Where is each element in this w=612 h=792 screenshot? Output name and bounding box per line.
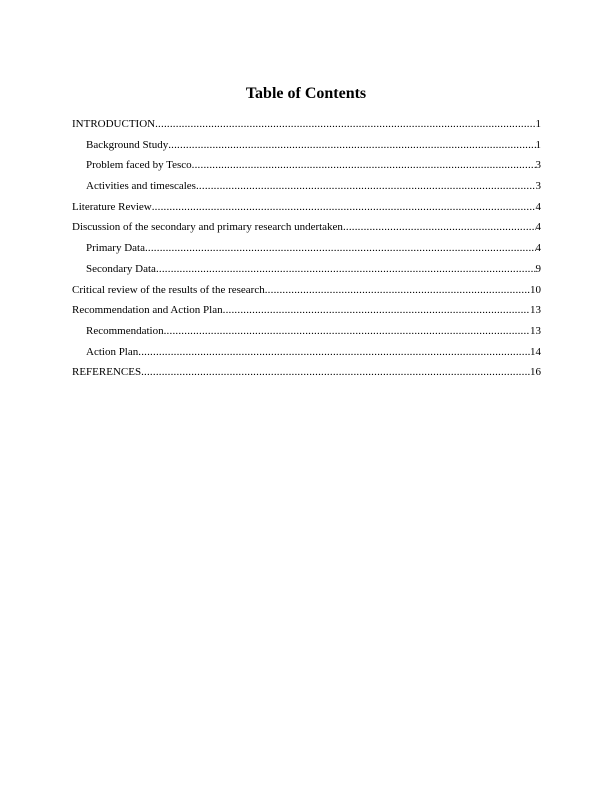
dot-leader: [265, 284, 530, 297]
toc-entry-label[interactable]: Primary Data: [86, 242, 145, 255]
toc-entry-page: 9: [535, 262, 541, 275]
toc-entry-label[interactable]: INTRODUCTION: [72, 118, 156, 130]
dot-leader: [192, 159, 536, 172]
toc-entry-page: 16: [530, 366, 541, 379]
toc-entry-page: 14: [530, 345, 541, 358]
dot-leader: [343, 221, 536, 234]
toc-entry-label[interactable]: Action Plan: [86, 345, 139, 358]
toc-entry-introduction[interactable]: [72, 118, 541, 139]
toc-entry-action-plan[interactable]: [72, 346, 541, 367]
toc-entry-critical-review[interactable]: [72, 284, 541, 305]
dot-leader: [196, 180, 536, 193]
toc-entry-problem-faced[interactable]: [72, 159, 541, 180]
toc-entry-page: 13: [530, 304, 541, 317]
dot-leader: [155, 118, 535, 131]
dot-leader: [164, 325, 530, 338]
toc-entry-page: 1: [535, 118, 541, 130]
toc-entry-page: 1: [535, 138, 541, 151]
toc-entry-label[interactable]: Background Study: [86, 138, 169, 151]
toc-entry-page: 3: [535, 180, 541, 193]
toc-entry-label[interactable]: Activities and timescales: [86, 180, 196, 193]
toc-entry-references[interactable]: [72, 366, 541, 387]
toc-entry-activities-timescales[interactable]: [72, 180, 541, 201]
dot-leader: [223, 304, 530, 317]
dot-leader: [152, 201, 536, 214]
toc-entry-background-study[interactable]: [72, 139, 541, 160]
dot-leader: [145, 242, 536, 255]
dot-leader: [141, 366, 530, 379]
dot-leader: [156, 263, 536, 276]
toc-entry-recommendation-action-plan[interactable]: [72, 304, 541, 325]
toc-entry-label[interactable]: Problem faced by Tesco: [86, 159, 192, 172]
toc-entry-page: 4: [535, 200, 541, 213]
toc-entry-label[interactable]: Recommendation and Action Plan: [72, 304, 223, 317]
toc-entry-secondary-data[interactable]: [72, 263, 541, 284]
toc-entry-page: 13: [530, 324, 541, 337]
toc-entry-literature-review[interactable]: [72, 201, 541, 222]
toc-entry-label[interactable]: Discussion of the secondary and primary research undertaken: [72, 221, 343, 234]
toc-entry-label[interactable]: Secondary Data: [86, 262, 156, 275]
toc-entry-discussion[interactable]: [72, 221, 541, 242]
dot-leader: [138, 346, 530, 359]
toc-entry-label[interactable]: Literature Review: [72, 200, 152, 213]
toc-entry-label[interactable]: Recommendation: [86, 324, 164, 337]
toc-entry-primary-data[interactable]: [72, 242, 541, 263]
table-of-contents: [72, 118, 541, 387]
toc-entry-page: 10: [530, 283, 541, 296]
toc-title: Table of Contents: [245, 85, 367, 102]
toc-entry-page: 3: [535, 159, 541, 172]
dot-leader: [168, 139, 535, 152]
toc-entry-label[interactable]: Critical review of the results of the research: [72, 283, 265, 296]
toc-entry-recommendation[interactable]: [72, 325, 541, 346]
toc-entry-page: 4: [535, 221, 541, 234]
toc-entry-label[interactable]: REFERENCES: [72, 366, 142, 379]
toc-entry-page: 4: [535, 242, 541, 255]
